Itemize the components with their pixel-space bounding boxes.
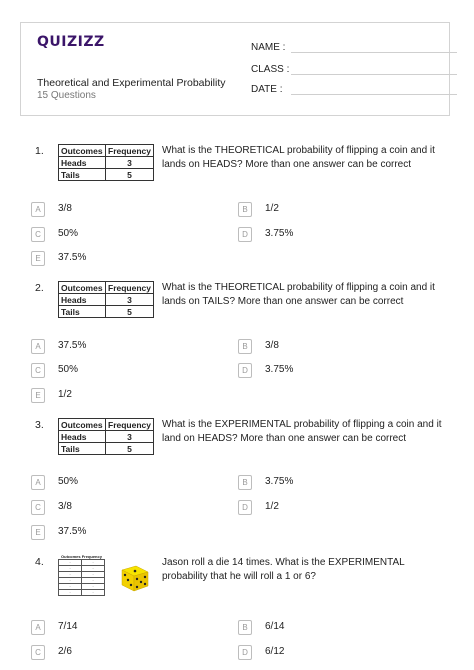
table-title: Outcomes Frequency xyxy=(61,554,102,559)
name-label: NAME : xyxy=(251,42,286,53)
class-line xyxy=(291,74,457,75)
option-value: 1/2 xyxy=(58,389,72,400)
table-cell: 5 xyxy=(106,169,154,181)
option-value: 3/8 xyxy=(265,340,279,351)
die-icon xyxy=(118,564,150,592)
name-field[interactable] xyxy=(251,42,285,53)
option-letter: E xyxy=(31,251,45,266)
table-cell: · xyxy=(82,584,105,590)
class-field[interactable] xyxy=(251,64,289,75)
option-value: 1/2 xyxy=(265,203,279,214)
table-cell: · xyxy=(59,578,82,584)
option-letter: E xyxy=(31,525,45,540)
option-value: 37.5% xyxy=(58,526,87,537)
option-value: 3.75% xyxy=(265,228,294,239)
name-line xyxy=(291,52,457,53)
option-letter: A xyxy=(31,475,45,490)
table-cell: Tails xyxy=(59,443,106,455)
table-cell: 5 xyxy=(106,306,154,318)
class-label: CLASS : xyxy=(251,64,290,75)
option-value: 50% xyxy=(58,228,79,239)
option-value: 3/8 xyxy=(58,501,72,512)
frequency-table xyxy=(58,418,154,455)
table-cell: · xyxy=(82,590,105,596)
option-letter: A xyxy=(31,202,45,217)
table-cell: · xyxy=(59,590,82,596)
option-value: 1/2 xyxy=(265,501,279,512)
table-header-outcomes: Outcomes xyxy=(59,145,106,157)
question-number: 3. xyxy=(35,419,44,431)
option-letter: B xyxy=(238,339,252,354)
date-field[interactable] xyxy=(251,84,282,95)
option-value: 37.5% xyxy=(58,340,87,351)
question-text: What is the EXPERIMENTAL probability of flipping a coin and it land on HEADS? More than one answer can be correct xyxy=(162,419,442,444)
option-value: 3.75% xyxy=(265,364,294,375)
option-letter: B xyxy=(238,202,252,217)
table-cell: · xyxy=(82,578,105,584)
option-letter: D xyxy=(238,227,252,242)
frequency-table xyxy=(58,144,154,181)
table-cell: · xyxy=(82,566,105,572)
frequency-table xyxy=(58,281,154,318)
option-letter: B xyxy=(238,475,252,490)
question-text: What is the THEORETICAL probability of flipping a coin and it lands on TAILS? More than one answer can be correct xyxy=(162,282,435,307)
option-letter: A xyxy=(31,339,45,354)
table-cell: Tails xyxy=(59,169,106,181)
option-letter: D xyxy=(238,645,252,660)
question-count: 15 Questions xyxy=(37,90,96,101)
table-cell: Heads xyxy=(59,157,106,169)
question-number: 4. xyxy=(35,556,44,568)
option-value: 7/14 xyxy=(58,621,78,632)
table-cell: 5 xyxy=(106,443,154,455)
table-cell: · xyxy=(82,560,105,566)
table-cell: Tails xyxy=(59,306,106,318)
table-cell: · xyxy=(82,572,105,578)
table-cell: · xyxy=(59,572,82,578)
option-value: 3.75% xyxy=(265,476,294,487)
table-cell: · xyxy=(59,560,82,566)
option-value: 37.5% xyxy=(58,252,87,263)
option-value: 2/6 xyxy=(58,646,72,657)
question-number: 1. xyxy=(35,145,44,157)
worksheet-title: Theoretical and Experimental Probability xyxy=(37,77,226,89)
date-label: DATE : xyxy=(251,84,283,95)
table-header-frequency: Frequency xyxy=(106,282,154,294)
option-value: 6/14 xyxy=(265,621,285,632)
table-header-frequency: Frequency xyxy=(106,145,154,157)
option-value: 6/12 xyxy=(265,646,285,657)
question-number: 2. xyxy=(35,282,44,294)
option-value: 50% xyxy=(58,476,79,487)
table-header-frequency: Frequency xyxy=(106,419,154,431)
table-cell: Heads xyxy=(59,294,106,306)
table-cell: 3 xyxy=(106,431,154,443)
question-text: Jason roll a die 14 times. What is the EXPERIMENTAL probability that he will roll a 1 or 6? xyxy=(162,557,405,582)
option-letter: C xyxy=(31,500,45,515)
option-letter: B xyxy=(238,620,252,635)
die-frequency-table xyxy=(58,554,105,596)
option-letter: C xyxy=(31,363,45,378)
question-text: What is the THEORETICAL probability of flipping a coin and it lands on HEADS? More than one answer can be correct xyxy=(162,145,435,170)
quizizz-logo: QUIZIZZ xyxy=(37,34,105,50)
table-header-outcomes: Outcomes xyxy=(59,419,106,431)
option-letter: C xyxy=(31,645,45,660)
option-letter: C xyxy=(31,227,45,242)
option-value: 50% xyxy=(58,364,79,375)
option-letter: A xyxy=(31,620,45,635)
table-header-outcomes: Outcomes xyxy=(59,282,106,294)
worksheet-header xyxy=(20,22,450,116)
option-letter: D xyxy=(238,500,252,515)
table-cell: · xyxy=(59,566,82,572)
table-cell: Heads xyxy=(59,431,106,443)
table-cell: 3 xyxy=(106,294,154,306)
date-line xyxy=(291,94,457,95)
option-letter: E xyxy=(31,388,45,403)
option-value: 3/8 xyxy=(58,203,72,214)
table-cell: 3 xyxy=(106,157,154,169)
option-letter: D xyxy=(238,363,252,378)
table-cell: · xyxy=(59,584,82,590)
